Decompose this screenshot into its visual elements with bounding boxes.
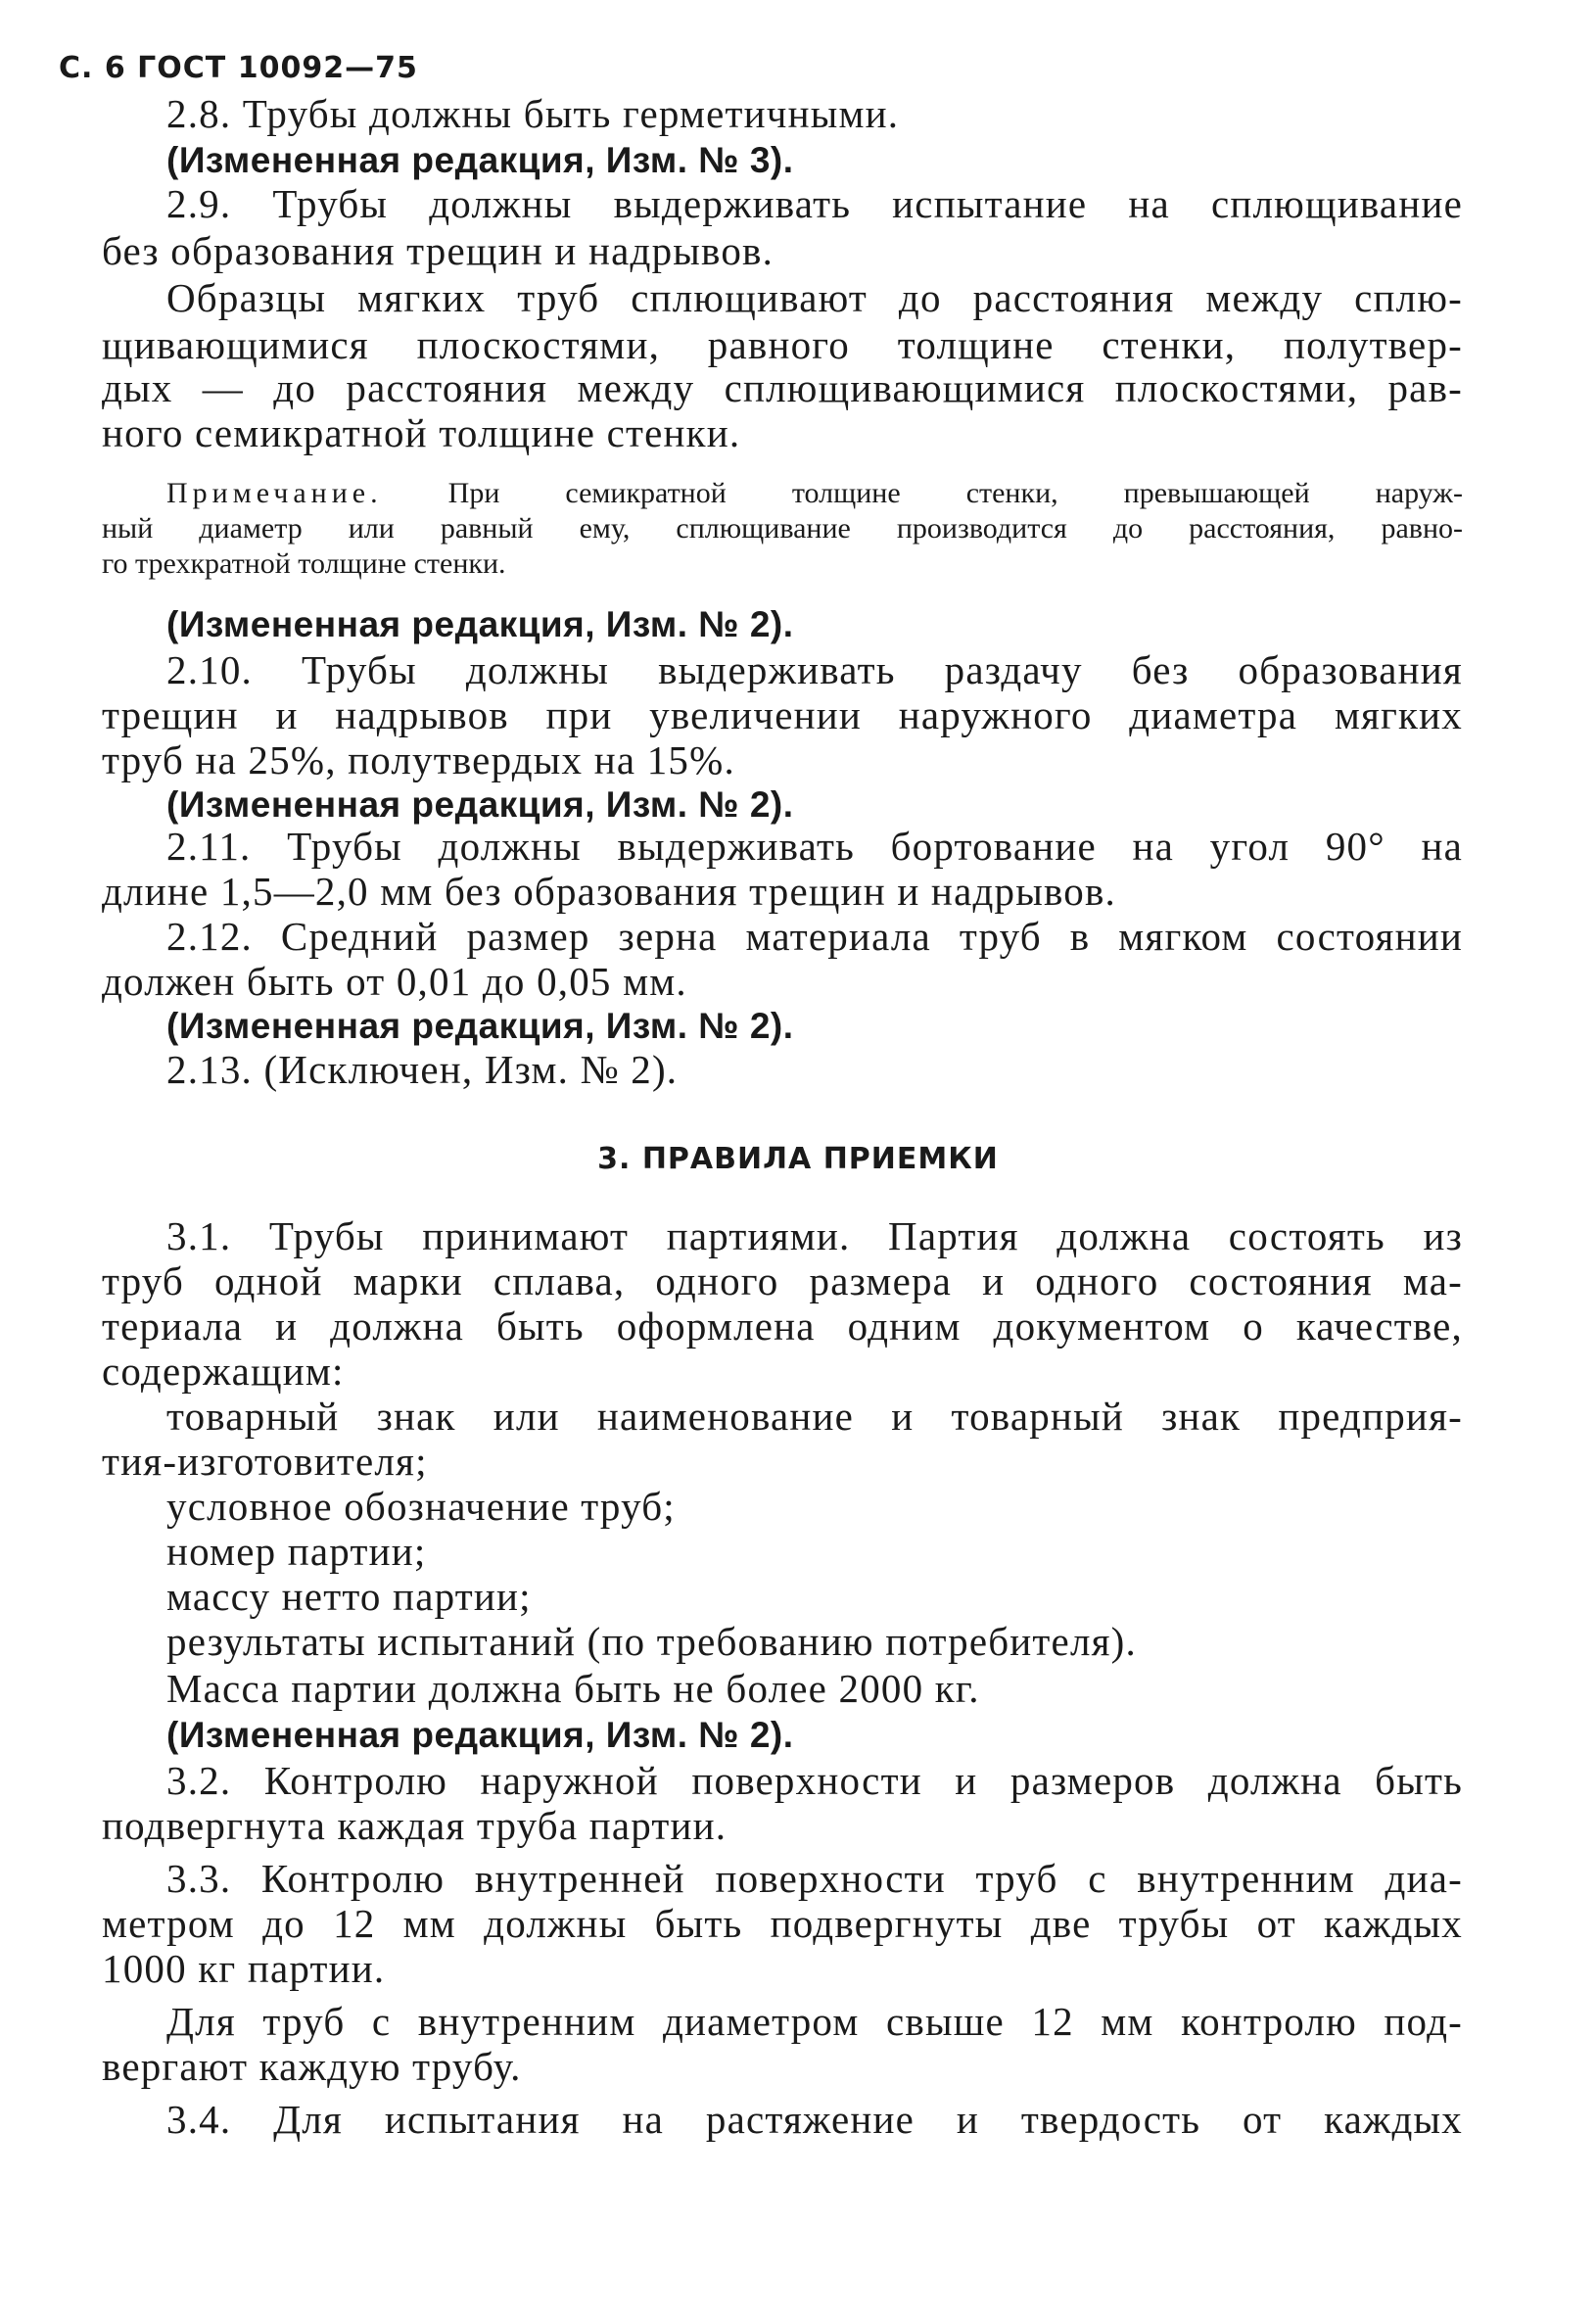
paragraph-line: содержащим: — [102, 1349, 345, 1394]
paragraph-line: 2.9. Трубы должны выдерживать испытание на сплющивание — [166, 181, 1463, 226]
list-item: результаты испытаний (по требованию потребителя). — [166, 1619, 1137, 1664]
section-heading: 3. ПРАВИЛА ПРИЕМКИ — [597, 1142, 999, 1176]
paragraph-line: 1000 кг партии. — [102, 1946, 386, 1991]
paragraph-line: метром до 12 мм должны быть подвергнуты две трубы от каждых — [102, 1901, 1463, 1946]
paragraph-line: 2.13. (Исключен, Изм. № 2). — [166, 1047, 679, 1092]
paragraph-line: дых — до расстояния между сплющивающимися плоскостями, рав- — [102, 365, 1463, 410]
page-header: С. 6 ГОСТ 10092—75 — [59, 51, 418, 85]
paragraph-line: длине 1,5—2,0 мм без образования трещин и надрывов. — [102, 869, 1116, 914]
amendment-note: (Измененная редакция, Изм. № 2). — [166, 1006, 794, 1046]
amendment-note: (Измененная редакция, Изм. № 2). — [166, 1715, 794, 1755]
paragraph-line: 3.1. Трубы принимают партиями. Партия должна состоять из — [166, 1213, 1463, 1258]
note-label: Примечание. — [166, 477, 383, 509]
list-item: условное обозначение труб; — [166, 1484, 676, 1529]
paragraph-line: подвергнута каждая труба партии. — [102, 1803, 728, 1848]
paragraph-line: 2.8. Трубы должны быть герметичными. — [166, 91, 900, 136]
paragraph-line: щивающимися плоскостями, равного толщине стенки, полутвер- — [102, 322, 1463, 367]
paragraph-line: 3.2. Контролю наружной поверхности и размеров должна быть — [166, 1758, 1463, 1803]
note-line: ный диаметр или равный ему, сплющивание производится до расстояния, равно- — [102, 512, 1463, 545]
paragraph-line: Масса партии должна быть не более 2000 кг. — [166, 1666, 980, 1711]
amendment-note: (Измененная редакция, Изм. № 3). — [166, 140, 794, 180]
list-item: номер партии; — [166, 1529, 427, 1574]
paragraph-line: 3.3. Контролю внутренней поверхности труб с внутренним диа- — [166, 1856, 1463, 1901]
paragraph-line: ного семикратной толщине стенки. — [102, 410, 741, 455]
list-item: массу нетто партии; — [166, 1574, 532, 1619]
paragraph-line: труб одной марки сплава, одного размера и одного состояния ма- — [102, 1258, 1463, 1303]
amendment-note: (Измененная редакция, Изм. № 2). — [166, 784, 794, 825]
paragraph-line: должен быть от 0,01 до 0,05 мм. — [102, 959, 687, 1004]
paragraph-line: Образцы мягких труб сплющивают до расстояния между сплю- — [166, 275, 1463, 320]
list-item: тия-изготовителя; — [102, 1439, 428, 1484]
paragraph-line: 2.10. Трубы должны выдерживать раздачу без образования — [166, 647, 1463, 692]
paragraph-line: трещин и надрывов при увеличении наружного диаметра мягких — [102, 692, 1463, 737]
list-item: товарный знак или наименование и товарный знак предприя- — [166, 1394, 1463, 1439]
paragraph-line: Для труб с внутренним диаметром свыше 12 мм контролю под- — [166, 1999, 1463, 2044]
paragraph-line: без образования трещин и надрывов. — [102, 228, 775, 273]
paragraph-line: 2.12. Средний размер зерна материала труб в мягком состоянии — [166, 914, 1463, 959]
note-text: При семикратной толщине стенки, превышающей наруж- — [447, 477, 1463, 509]
paragraph-line: вергают каждую трубу. — [102, 2044, 522, 2089]
note-line: го трехкратной толщине стенки. — [102, 547, 506, 580]
paragraph-line: териала и должна быть оформлена одним документом о качестве, — [102, 1303, 1463, 1349]
note-line — [166, 476, 1463, 511]
amendment-note: (Измененная редакция, Изм. № 2). — [166, 604, 794, 644]
paragraph-line: 3.4. Для испытания на растяжение и твердость от каждых — [166, 2097, 1463, 2142]
paragraph-line: 2.11. Трубы должны выдерживать бортование на угол 90° на — [166, 824, 1463, 869]
paragraph-line: труб на 25%, полутвердых на 15%. — [102, 737, 735, 782]
